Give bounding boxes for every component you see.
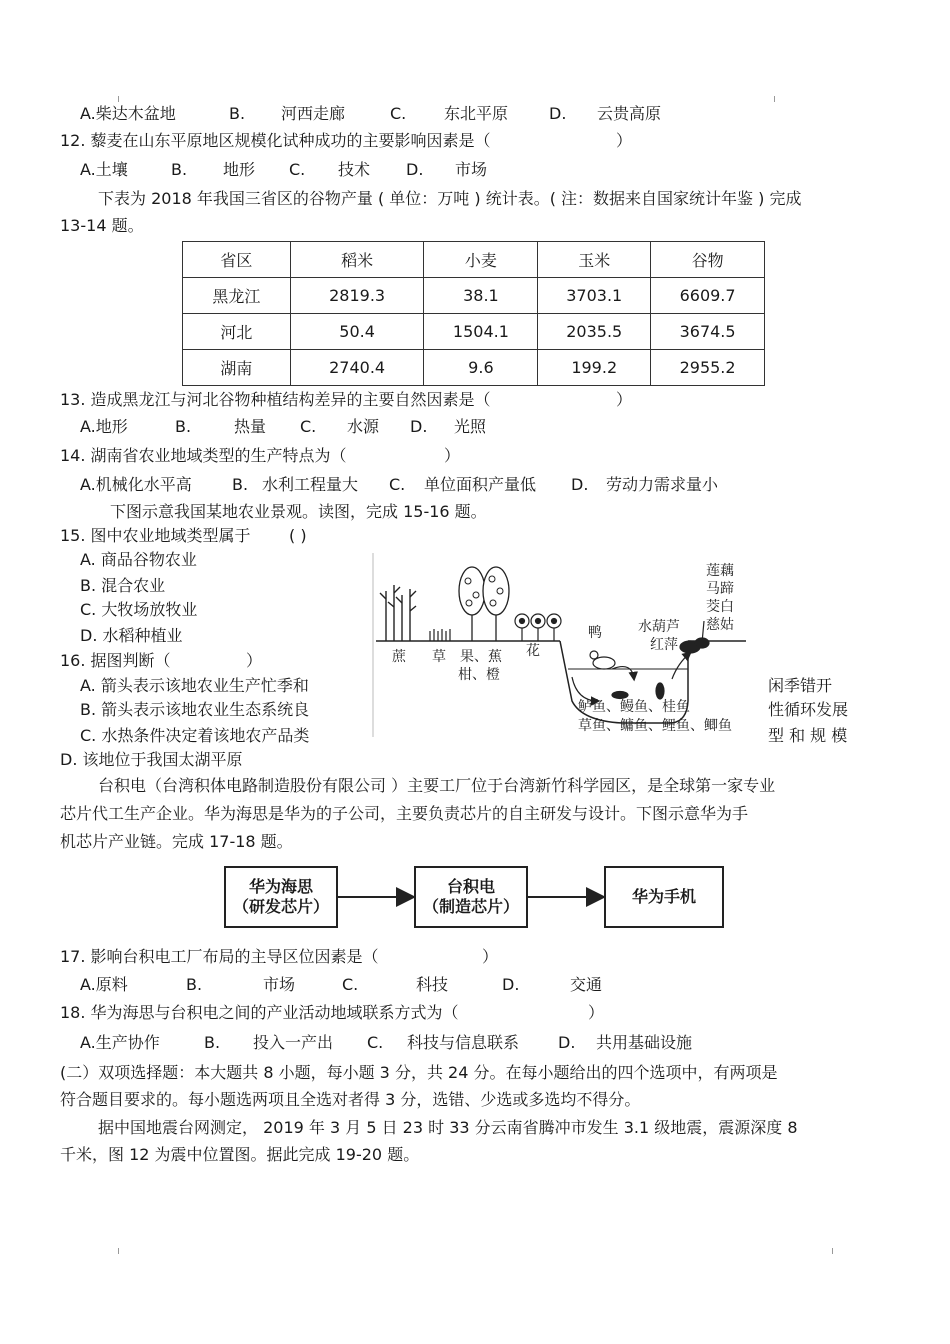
table-cell: 199.2 bbox=[538, 350, 651, 386]
q15-stem: 15. 图中农业地域类型属于 bbox=[60, 526, 251, 545]
q18-stem: 18. 华为海思与台积电之间的产业活动地域联系方式为（ bbox=[60, 1003, 459, 1022]
q16-option-c-right: 型 和 规 模 bbox=[768, 726, 848, 745]
table-row bbox=[183, 314, 765, 350]
option-c: 单位面积产量低 bbox=[424, 475, 537, 494]
table-header: 稻米 bbox=[290, 242, 424, 278]
option-b-letter: B. bbox=[175, 417, 192, 436]
q16-option-d: D. 该地位于我国太湖平原 bbox=[60, 750, 243, 769]
table-cell: 38.1 bbox=[424, 278, 538, 314]
flow-box-subtitle: （制造芯片） bbox=[422, 897, 519, 916]
table-header: 小麦 bbox=[424, 242, 538, 278]
flow-arrows bbox=[224, 866, 726, 936]
option-b-letter: B. bbox=[186, 975, 203, 994]
q16-close: ） bbox=[246, 651, 263, 670]
grain-table bbox=[182, 241, 765, 386]
option-c: 东北平原 bbox=[444, 104, 509, 123]
q15-option-d: D. 水稻种植业 bbox=[80, 626, 183, 645]
q14-close: ） bbox=[444, 446, 461, 465]
corner-mark bbox=[118, 1248, 119, 1254]
flow-box-title: 台积电 bbox=[446, 877, 495, 896]
option-b: 热量 bbox=[234, 417, 267, 436]
landscape-drawing bbox=[372, 551, 748, 739]
intro-13-14-line2: 13-14 题。 bbox=[60, 216, 144, 235]
intro-15-16: 下图示意我国某地农业景观。读图，完成 15-16 题。 bbox=[110, 502, 487, 521]
option-a: A.机械化水平高 bbox=[80, 475, 192, 494]
table-cell: 2740.4 bbox=[290, 350, 424, 386]
section2-line2: 符合题目要求的。每小题选两项且全选对者得 3 分，选错、少选或多选均不得分。 bbox=[60, 1090, 641, 1109]
option-b-letter: B. bbox=[232, 475, 249, 494]
section2-line1: (二）双项选择题：本大题共 8 小题，每小题 3 分，共 24 分。在每小题给出的四个选项中，有两项是 bbox=[60, 1063, 778, 1082]
agriculture-landscape-figure bbox=[372, 551, 748, 739]
intro-13-14-line1: 下表为 2018 年我国三省区的谷物产量 ( 单位：万吨 ) 统计表。( 注：数据来自国家统计年鉴 ) 完成 bbox=[98, 189, 802, 208]
table-cell: 2819.3 bbox=[290, 278, 424, 314]
table-cell: 3703.1 bbox=[538, 278, 651, 314]
table-cell: 50.4 bbox=[290, 314, 424, 350]
option-c: 技术 bbox=[338, 160, 371, 179]
label-arrowhead: 慈姑 bbox=[706, 617, 734, 633]
q13-close: ） bbox=[616, 390, 633, 409]
table-cell: 2955.2 bbox=[651, 350, 765, 386]
q14-stem: 14. 湖南省农业地域类型的生产特点为（ bbox=[60, 446, 347, 465]
option-d: 云贵高原 bbox=[597, 104, 662, 123]
q16-option-c-left: C. 水热条件决定着该地农产品类 bbox=[80, 726, 310, 745]
q17-close: ） bbox=[482, 947, 499, 966]
option-a: A.土壤 bbox=[80, 160, 128, 179]
table-cell: 河北 bbox=[183, 314, 291, 350]
q13-stem: 13. 造成黑龙江与河北谷物种植结构差异的主要自然因素是（ bbox=[60, 390, 491, 409]
option-c-letter: C. bbox=[289, 160, 306, 179]
table-cell: 2035.5 bbox=[538, 314, 651, 350]
label-fruit: 果、蕉 bbox=[460, 649, 502, 665]
table-header: 玉米 bbox=[538, 242, 651, 278]
table-cell: 1504.1 bbox=[424, 314, 538, 350]
option-b: 水利工程量大 bbox=[262, 475, 359, 494]
table-cell: 黑龙江 bbox=[183, 278, 291, 314]
option-d-letter: D. bbox=[549, 104, 567, 123]
option-d-letter: D. bbox=[571, 475, 589, 494]
label-lotus: 莲藕 bbox=[706, 563, 734, 579]
option-d: 共用基础设施 bbox=[596, 1033, 693, 1052]
corner-mark bbox=[832, 1248, 833, 1254]
intro-17-18-line2: 芯片代工生产企业。华为海思是华为的子公司，主要负责芯片的自主研发与设计。下图示意华为手 bbox=[60, 804, 749, 823]
option-d-letter: D. bbox=[502, 975, 520, 994]
corner-mark bbox=[774, 96, 775, 102]
option-c-letter: C. bbox=[390, 104, 407, 123]
label-flower: 花 bbox=[526, 643, 540, 659]
label-fish1: 鲈鱼、鳗鱼、桂鱼 bbox=[578, 699, 690, 715]
option-c: 水源 bbox=[347, 417, 380, 436]
q16-option-a-right: 闲季错开 bbox=[768, 676, 833, 695]
table-cell: 9.6 bbox=[424, 350, 538, 386]
option-d: 光照 bbox=[454, 417, 487, 436]
option-b: 投入一产出 bbox=[253, 1033, 334, 1052]
intro-17-18-line1: 台积电（台湾积体电路制造股份有限公司 ）主要工厂位于台湾新竹科学园区，是全球第一家专业 bbox=[98, 776, 776, 795]
option-b: 地形 bbox=[223, 160, 256, 179]
q16-option-b-left: B. 箭头表示该地农业生态系统良 bbox=[80, 700, 310, 719]
label-fish2: 草鱼、鳙鱼、鲤鱼、鲫鱼 bbox=[578, 718, 732, 734]
q12-close: ） bbox=[616, 131, 633, 150]
option-b: 河西走廊 bbox=[281, 104, 346, 123]
q15-option-a: A. 商品谷物农业 bbox=[80, 550, 197, 569]
table-cell: 6609.7 bbox=[651, 278, 765, 314]
q15-option-b: B. 混合农业 bbox=[80, 576, 166, 595]
option-a: A.地形 bbox=[80, 417, 128, 436]
option-d: 市场 bbox=[455, 160, 488, 179]
q15-option-c: C. 大牧场放牧业 bbox=[80, 600, 198, 619]
label-duck: 鸭 bbox=[588, 625, 602, 641]
label-water-chestnut: 马蹄 bbox=[706, 581, 734, 597]
q16-stem: 16. 据图判断（ bbox=[60, 651, 171, 670]
option-a: A.生产协作 bbox=[80, 1033, 160, 1052]
q16-option-b-right: 性循环发展 bbox=[768, 700, 849, 719]
option-c: 科技与信息联系 bbox=[407, 1033, 520, 1052]
flow-box-subtitle: （研发芯片） bbox=[232, 897, 329, 916]
option-b-letter: B. bbox=[171, 160, 188, 179]
option-b-letter: B. bbox=[229, 104, 246, 123]
option-c-letter: C. bbox=[367, 1033, 384, 1052]
label-azolla: 红萍 bbox=[650, 637, 678, 653]
table-header-row bbox=[183, 242, 765, 278]
option-c: 科技 bbox=[416, 975, 449, 994]
table-row bbox=[183, 350, 765, 386]
table-row bbox=[183, 278, 765, 314]
table-header: 省区 bbox=[183, 242, 291, 278]
intro-19-20-line2: 千米，图 12 为震中位置图。据此完成 19-20 题。 bbox=[60, 1145, 420, 1164]
option-d: 劳动力需求量小 bbox=[606, 475, 719, 494]
chip-industry-chain bbox=[224, 866, 726, 936]
option-d: 交通 bbox=[570, 975, 603, 994]
option-a: A.原料 bbox=[80, 975, 128, 994]
table-header: 谷物 bbox=[651, 242, 765, 278]
q16-option-a-left: A. 箭头表示该地农业生产忙季和 bbox=[80, 676, 309, 695]
option-d-letter: D. bbox=[410, 417, 428, 436]
intro-19-20-line1: 据中国地震台网测定， 2019 年 3 月 5 日 23 时 33 分云南省腾冲市发生 3.1 级地震，震源深度 8 bbox=[98, 1118, 798, 1137]
option-c-letter: C. bbox=[389, 475, 406, 494]
table-cell: 3674.5 bbox=[651, 314, 765, 350]
option-b: 市场 bbox=[263, 975, 296, 994]
option-d-letter: D. bbox=[406, 160, 424, 179]
option-a: A.柴达木盆地 bbox=[80, 104, 176, 123]
label-water-plants: 水葫芦 bbox=[638, 619, 680, 635]
flow-box-title: 华为海思 bbox=[248, 877, 313, 896]
corner-mark bbox=[118, 96, 119, 102]
option-c-letter: C. bbox=[300, 417, 317, 436]
flow-box-title: 华为手机 bbox=[631, 887, 696, 906]
q15-paren: ( ) bbox=[289, 526, 307, 545]
option-c-letter: C. bbox=[342, 975, 359, 994]
label-wild-rice: 茭白 bbox=[706, 599, 734, 615]
q12-stem: 12. 藜麦在山东平原地区规模化试种成功的主要影响因素是（ bbox=[60, 131, 491, 150]
intro-17-18-line3: 机芯片产业链。完成 17-18 题。 bbox=[60, 832, 293, 851]
q17-stem: 17. 影响台积电工厂布局的主导区位因素是（ bbox=[60, 947, 379, 966]
label-sugarcane: 蔗 bbox=[392, 649, 406, 665]
table-cell: 湖南 bbox=[183, 350, 291, 386]
option-b-letter: B. bbox=[204, 1033, 221, 1052]
option-d-letter: D. bbox=[558, 1033, 576, 1052]
q18-close: ） bbox=[588, 1003, 605, 1022]
label-citrus: 柑、橙 bbox=[458, 667, 500, 683]
label-grass: 草 bbox=[432, 649, 446, 665]
